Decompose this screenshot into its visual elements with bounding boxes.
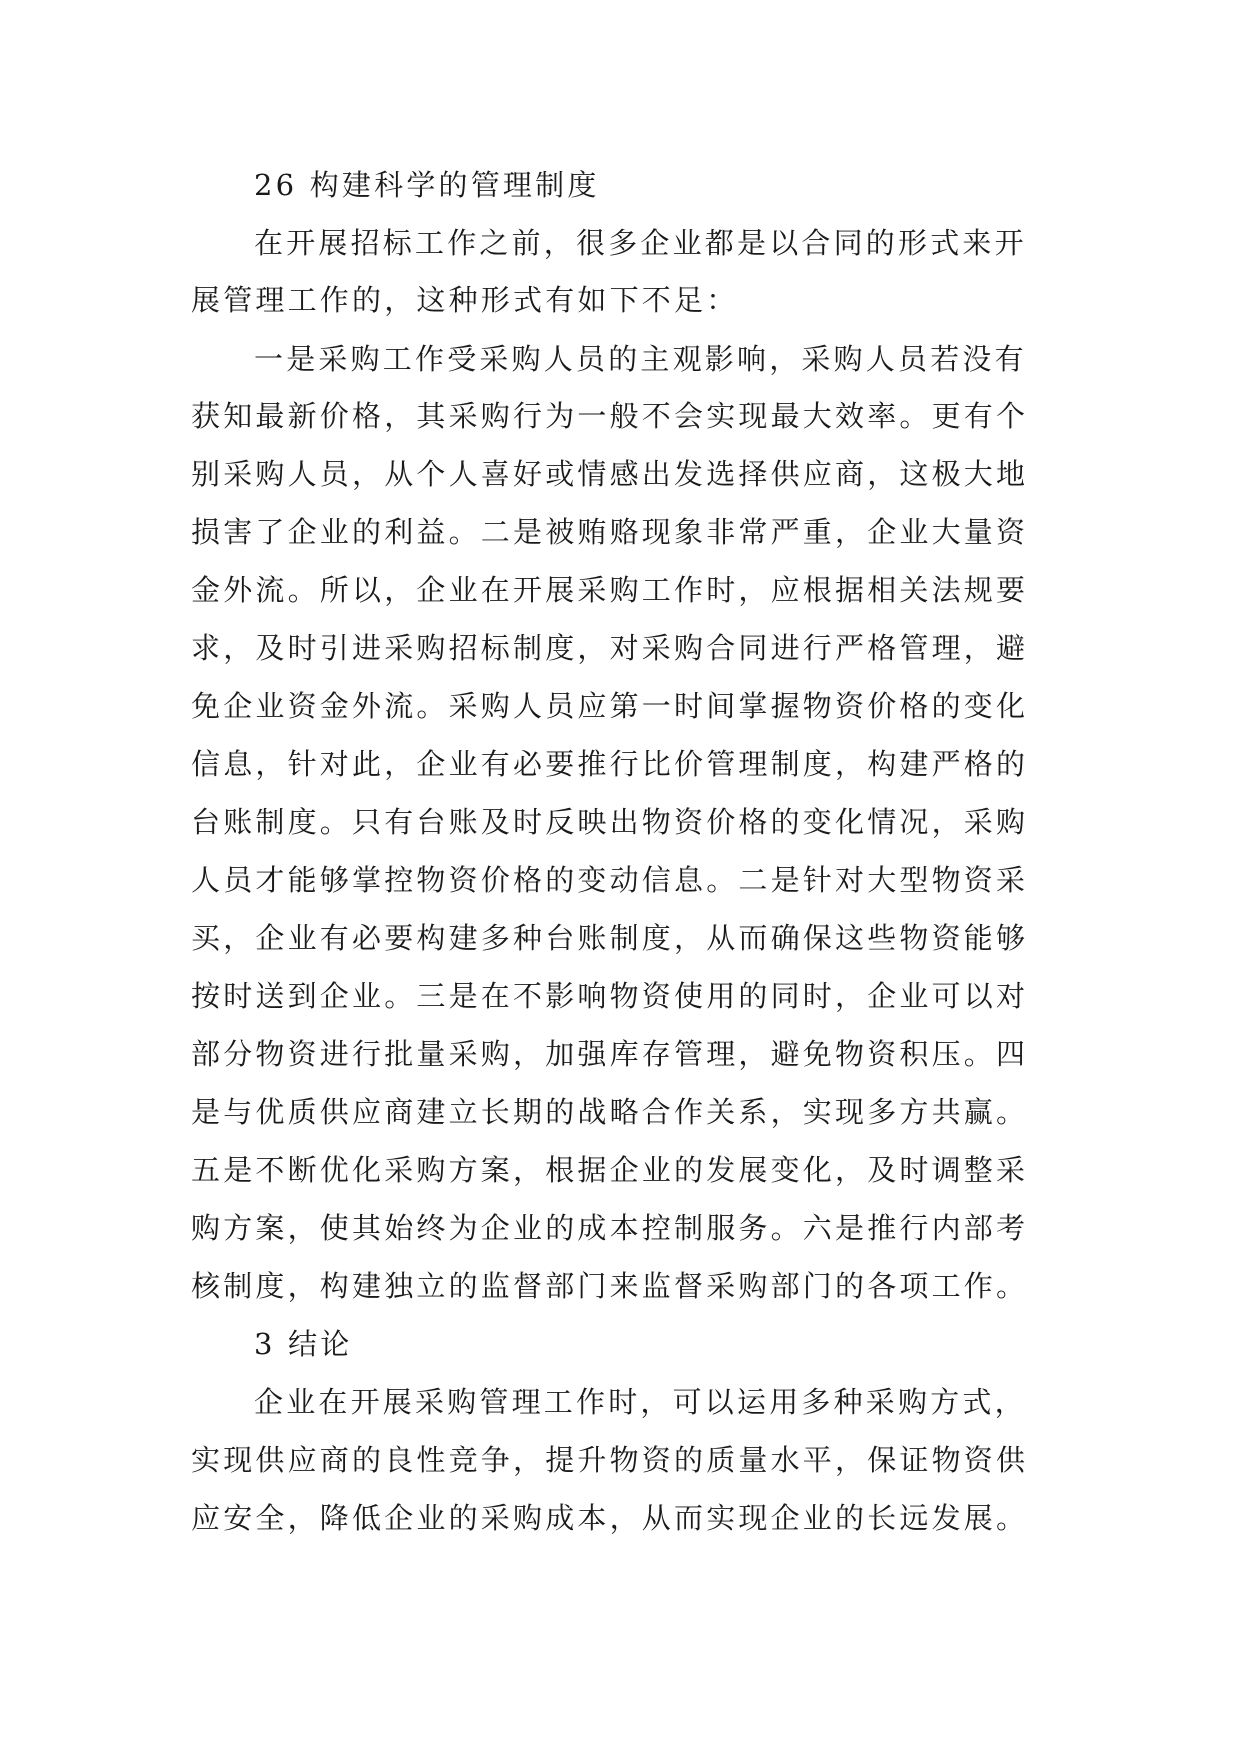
paragraph-line: 购方案，使其始终为企业的成本控制服务。六是推行内部考 bbox=[191, 1211, 1029, 1245]
paragraph-line: 按时送到企业。三是在不影响物资使用的同时，企业可以对 bbox=[191, 979, 1029, 1013]
section-heading-3: 3 结论 bbox=[254, 1327, 353, 1361]
paragraph-line: 五是不断优化采购方案，根据企业的发展变化，及时调整采 bbox=[191, 1153, 1029, 1187]
paragraph-line: 信息，针对此，企业有必要推行比价管理制度，构建严格的 bbox=[191, 747, 1029, 781]
paragraph-line: 应安全，降低企业的采购成本，从而实现企业的长远发展。 bbox=[191, 1501, 1029, 1535]
paragraph-line: 别采购人员，从个人喜好或情感出发选择供应商，这极大地 bbox=[191, 457, 1029, 491]
paragraph-line: 台账制度。只有台账及时反映出物资价格的变化情况，采购 bbox=[191, 805, 1029, 839]
paragraph-line: 核制度，构建独立的监督部门来监督采购部门的各项工作。 bbox=[191, 1269, 1029, 1303]
paragraph-line: 损害了企业的利益。二是被贿赂现象非常严重，企业大量资 bbox=[191, 515, 1029, 549]
paragraph-line: 获知最新价格，其采购行为一般不会实现最大效率。更有个 bbox=[191, 399, 1029, 433]
paragraph-line: 一是采购工作受采购人员的主观影响，采购人员若没有 bbox=[254, 342, 1027, 376]
paragraph-line: 展管理工作的，这种形式有如下不足： bbox=[191, 283, 739, 317]
paragraph-line: 实现供应商的良性竞争，提升物资的质量水平，保证物资供 bbox=[191, 1443, 1029, 1477]
paragraph-line: 在开展招标工作之前，很多企业都是以合同的形式来开 bbox=[254, 226, 1027, 260]
paragraph-line: 人员才能够掌控物资价格的变动信息。二是针对大型物资采 bbox=[191, 863, 1029, 897]
paragraph-line: 金外流。所以，企业在开展采购工作时，应根据相关法规要 bbox=[191, 573, 1029, 607]
section-heading-26: 26 构建科学的管理制度 bbox=[254, 168, 600, 202]
paragraph-line: 部分物资进行批量采购，加强库存管理，避免物资积压。四 bbox=[191, 1037, 1029, 1071]
paragraph-line: 企业在开展采购管理工作时，可以运用多种采购方式， bbox=[254, 1385, 1027, 1419]
paragraph-line: 是与优质供应商建立长期的战略合作关系，实现多方共赢。 bbox=[191, 1095, 1029, 1129]
paragraph-line: 免企业资金外流。采购人员应第一时间掌握物资价格的变化 bbox=[191, 689, 1029, 723]
paragraph-line: 买，企业有必要构建多种台账制度，从而确保这些物资能够 bbox=[191, 921, 1029, 955]
paragraph-line: 求，及时引进采购招标制度，对采购合同进行严格管理，避 bbox=[191, 631, 1029, 665]
